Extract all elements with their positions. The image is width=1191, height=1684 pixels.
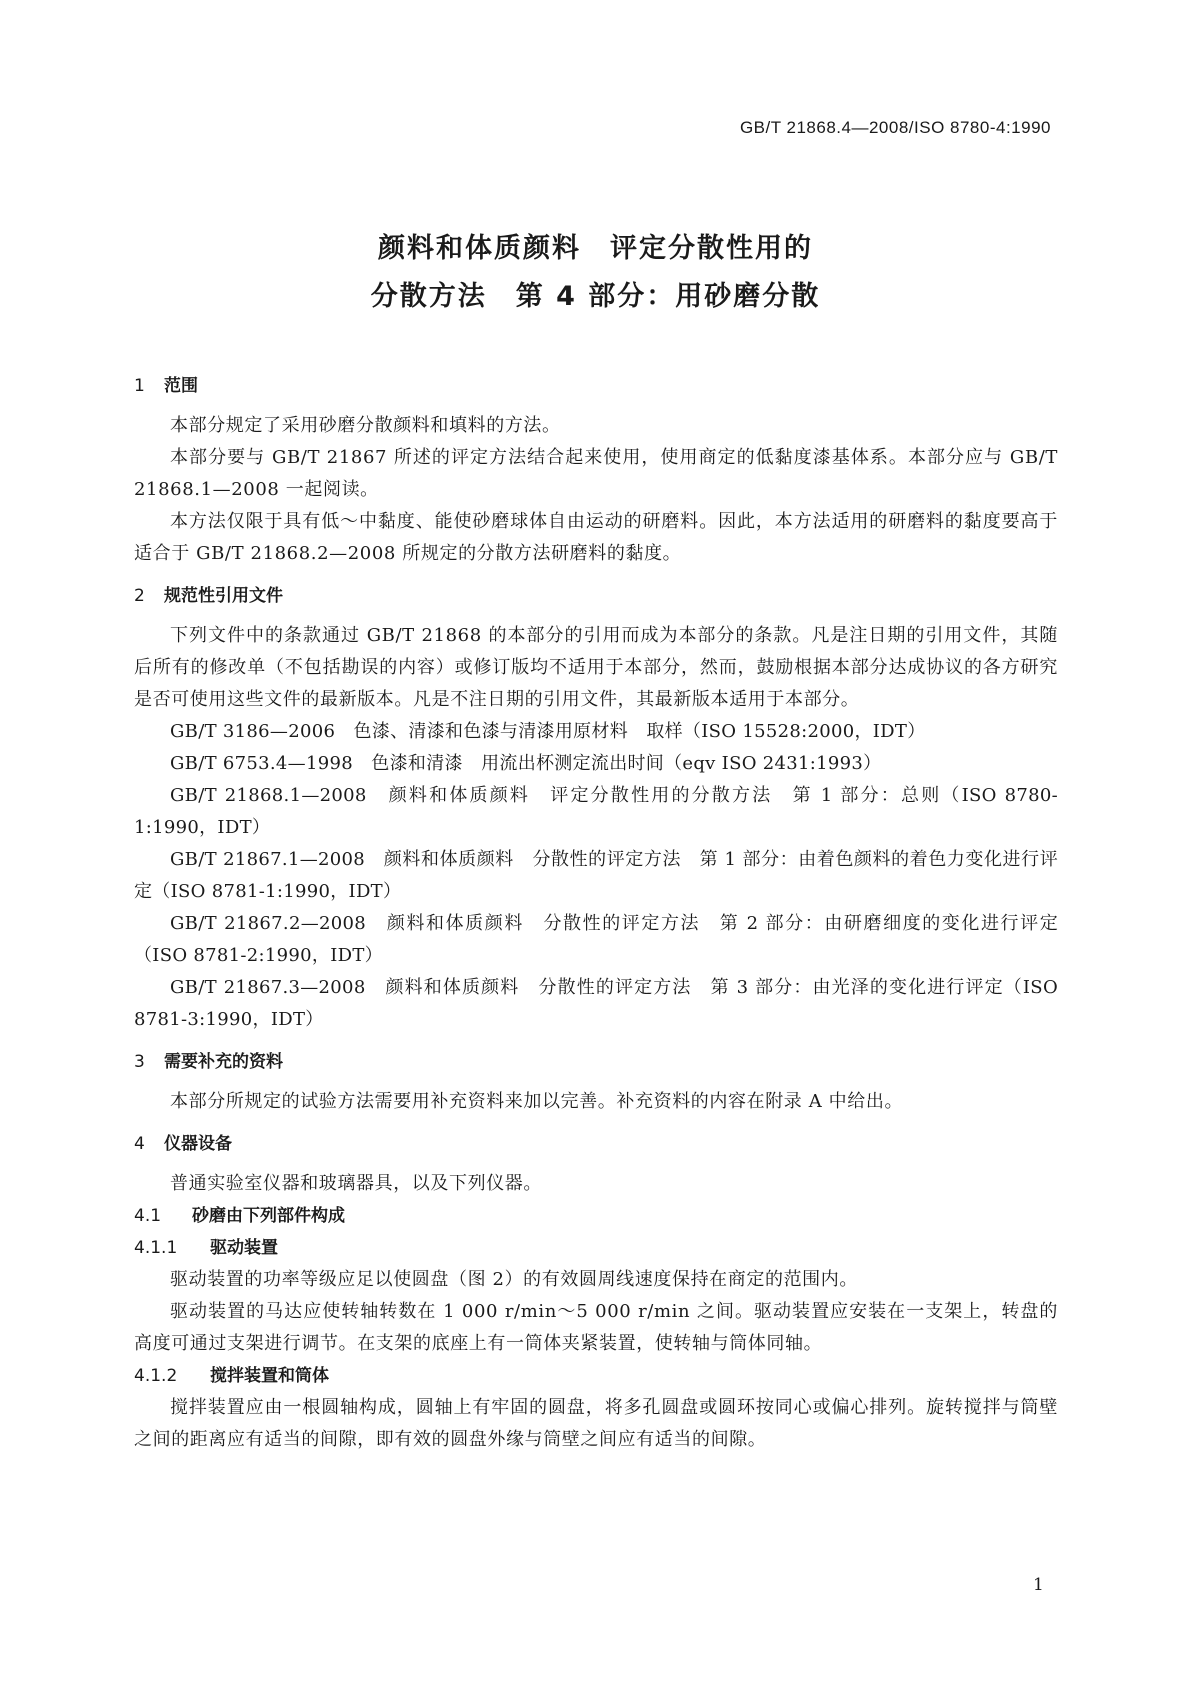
section-3-heading <box>134 1048 1058 1076</box>
section-number: 2 <box>134 586 145 606</box>
document-title <box>0 225 1191 321</box>
reference-item: GB/T 21868.1—2008 颜料和体质颜料 评定分散性用的分散方法 第 1 部分：总则（ISO 8780-1:1990，IDT） <box>134 785 1058 838</box>
subsection-number: 4.1.1 <box>134 1238 178 1258</box>
subsection-number: 4.1.2 <box>134 1366 178 1386</box>
reference-item: GB/T 6753.4—1998 色漆和清漆 用流出杯测定流出时间（eqv ISO 2431:1993） <box>170 753 882 774</box>
section-number: 1 <box>134 376 145 396</box>
paragraph: 本部分要与 GB/T 21867 所述的评定方法结合起来使用，使用商定的低黏度漆基体系。本部分应与 GB/T 21868.1—2008 一起阅读。 <box>134 447 1058 500</box>
paragraph: 下列文件中的条款通过 GB/T 21868 的本部分的引用而成为本部分的条款。凡是注日期的引用文件，其随后所有的修改单（不包括勘误的内容）或修订版均不适用于本部分，然而，鼓励根据本部分达成协议的各方研究是否可使用这些文件的最新版本。凡是不注日期的引用文件，其最新版本适用于本部分。 <box>134 625 1058 710</box>
section-number: 3 <box>134 1052 145 1072</box>
paragraph: 本部分所规定的试验方法需要用补充资料来加以完善。补充资料的内容在附录 A 中给出。 <box>170 1091 904 1112</box>
subsection-title: 驱动装置 <box>210 1238 278 1258</box>
section-2-heading <box>134 582 1058 610</box>
reference-item: GB/T 3186—2006 色漆、清漆和色漆与清漆用原材料 取样（ISO 15528:2000，IDT） <box>170 721 926 742</box>
paragraph: 本部分规定了采用砂磨分散颜料和填料的方法。 <box>170 415 561 436</box>
subsection-4-1-heading <box>134 1200 1058 1232</box>
title-line-2: 分散方法 第 4 部分：用砂磨分散 <box>370 281 821 312</box>
section-number: 4 <box>134 1134 145 1154</box>
page-number: 1 <box>1033 1575 1044 1595</box>
reference-item: GB/T 21867.3—2008 颜料和体质颜料 分散性的评定方法 第 3 部分：由光泽的变化进行评定（ISO 8781-3:1990，IDT） <box>134 977 1058 1030</box>
section-title: 范围 <box>164 376 198 396</box>
subsection-4-1-1-heading <box>134 1232 1058 1264</box>
subsection-4-1-2-heading <box>134 1360 1058 1392</box>
title-line-1: 颜料和体质颜料 评定分散性用的 <box>378 233 813 264</box>
paragraph: 普通实验室仪器和玻璃器具，以及下列仪器。 <box>170 1173 542 1194</box>
subsection-title: 搅拌装置和筒体 <box>210 1366 329 1386</box>
reference-item: GB/T 21867.1—2008 颜料和体质颜料 分散性的评定方法 第 1 部分：由着色颜料的着色力变化进行评定（ISO 8781-1:1990，IDT） <box>134 849 1058 902</box>
section-4-heading <box>134 1130 1058 1158</box>
paragraph: 驱动装置的马达应使转轴转数在 1 000 r/min～5 000 r/min 之间。驱动装置应安装在一支架上，转盘的高度可通过支架进行调节。在支架的底座上有一筒体夹紧装置，使转轴与筒体同轴。 <box>134 1301 1058 1354</box>
paragraph: 搅拌装置应由一根圆轴构成，圆轴上有牢固的圆盘，将多孔圆盘或圆环按同心或偏心排列。旋转搅拌与筒壁之间的距离应有适当的间隙，即有效的圆盘外缘与筒壁之间应有适当的间隙。 <box>134 1397 1058 1450</box>
standard-number: GB/T 21868.4—2008/ISO 8780-4:1990 <box>739 118 1051 137</box>
section-title: 需要补充的资料 <box>164 1052 283 1072</box>
document-body <box>134 372 1058 1456</box>
subsection-title: 砂磨由下列部件构成 <box>192 1206 345 1226</box>
reference-item: GB/T 21867.2—2008 颜料和体质颜料 分散性的评定方法 第 2 部分：由研磨细度的变化进行评定（ISO 8781-2:1990，IDT） <box>134 913 1058 966</box>
paragraph: 本方法仅限于具有低～中黏度、能使砂磨球体自由运动的研磨料。因此，本方法适用的研磨料的黏度要高于适合于 GB/T 21868.2—2008 所规定的分散方法研磨料的黏度。 <box>134 511 1058 564</box>
paragraph: 驱动装置的功率等级应足以使圆盘（图 2）的有效圆周线速度保持在商定的范围内。 <box>170 1269 858 1290</box>
section-title: 仪器设备 <box>164 1134 232 1154</box>
section-1-heading <box>134 372 1058 400</box>
section-title: 规范性引用文件 <box>164 586 283 606</box>
subsection-number: 4.1 <box>134 1206 162 1226</box>
